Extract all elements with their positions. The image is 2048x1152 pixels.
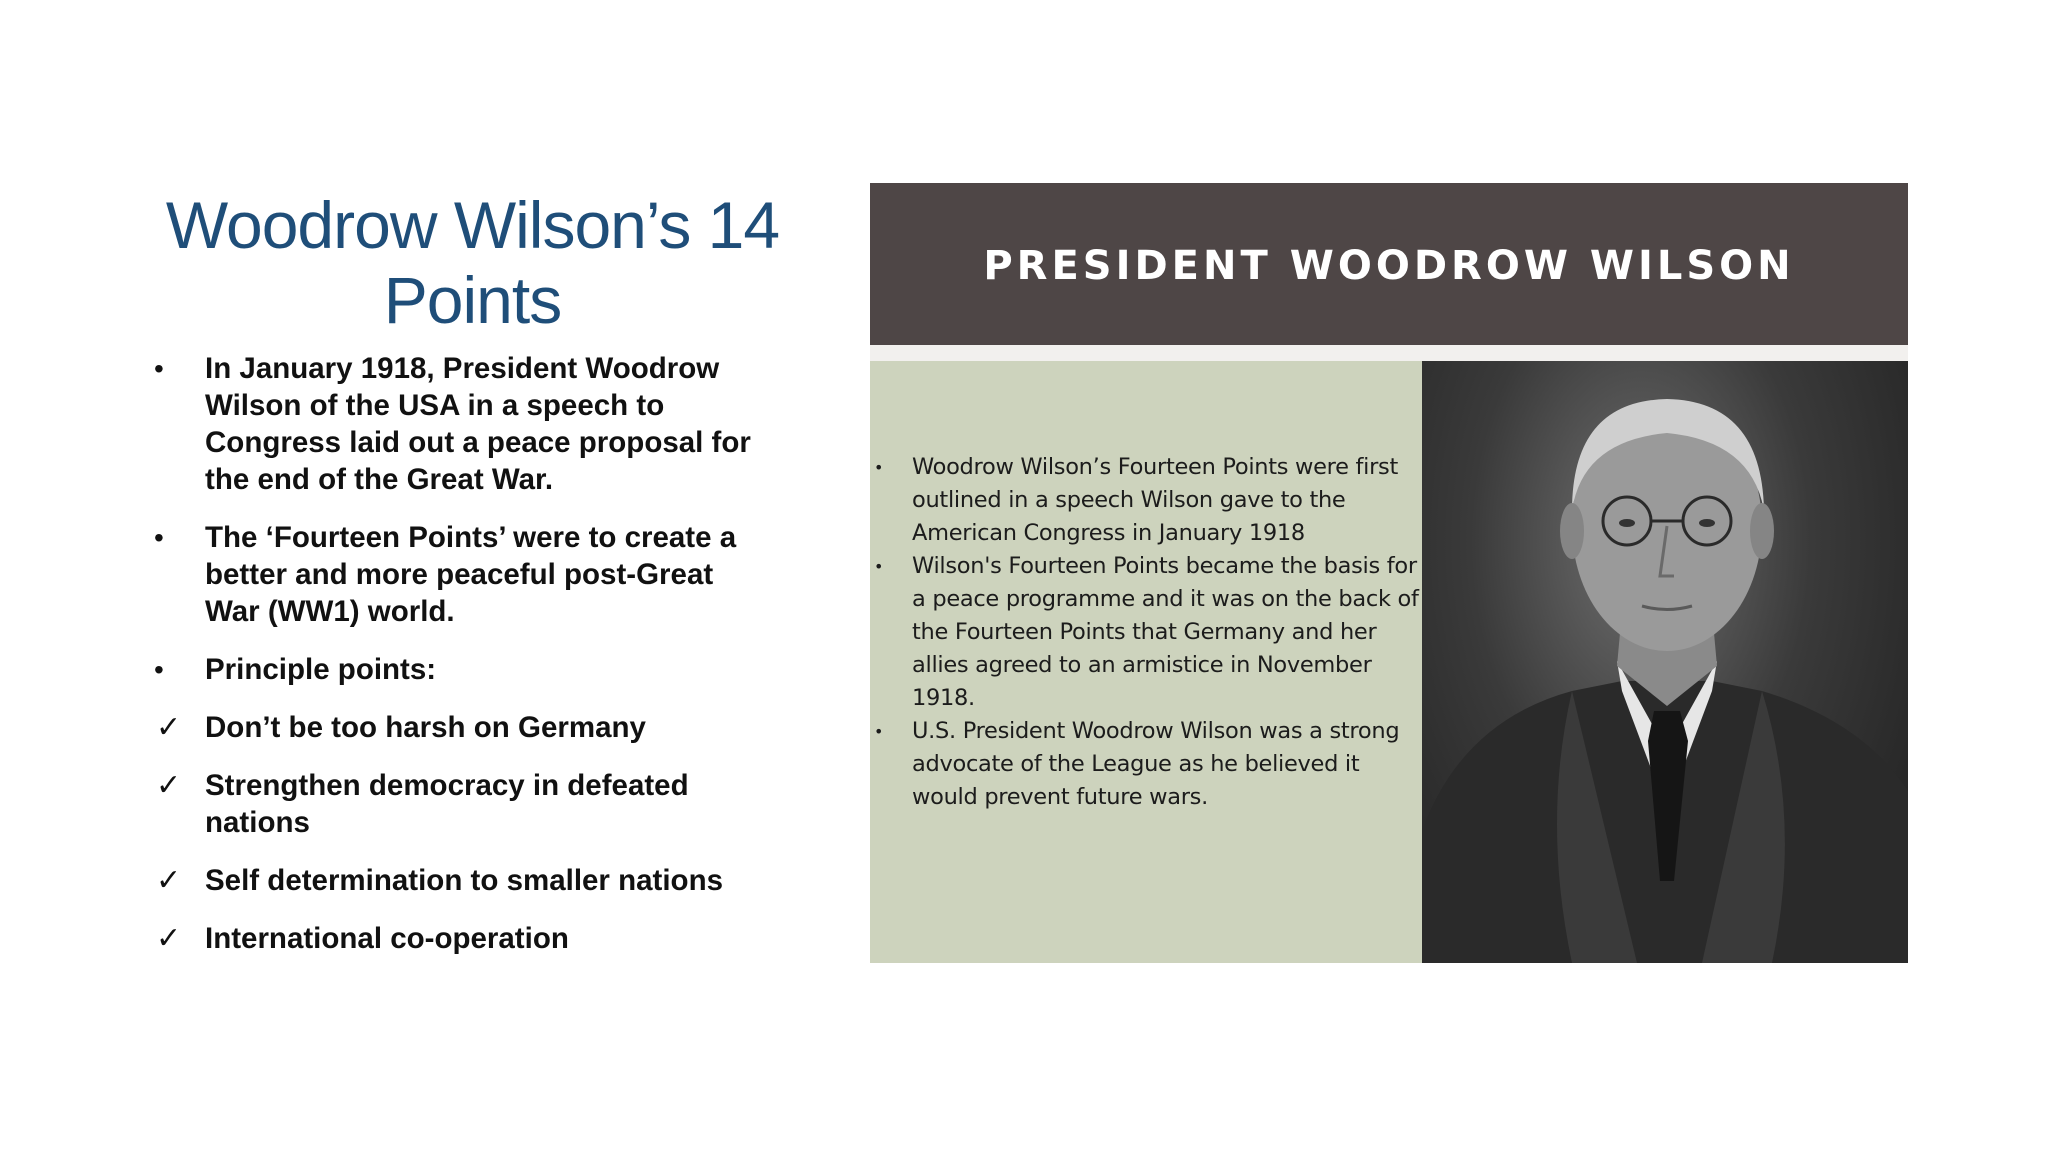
checkmark-icon: ✓: [156, 768, 182, 803]
checkmark-icon: ✓: [156, 710, 182, 745]
checkmark-icon: ✓: [156, 863, 182, 898]
bullet-icon: •: [874, 458, 884, 477]
portrait-photo: [1422, 361, 1908, 963]
panel-list-item-text: Woodrow Wilson’s Fourteen Points were first outlined in a speech Wilson gave to the American Congress in January 1918: [912, 454, 1398, 546]
list-item: [150, 350, 770, 498]
list-item: [150, 709, 770, 746]
list-item-text: Self determination to smaller nations: [205, 864, 723, 897]
list-item-text: Don’t be too harsh on Germany: [205, 711, 646, 744]
list-item: [150, 519, 770, 630]
portrait-illustration: [1422, 361, 1908, 963]
image-panel: [870, 183, 1908, 963]
panel-header: [870, 183, 1908, 345]
panel-list-item: [874, 550, 1419, 715]
panel-bullet-list: [874, 451, 1419, 814]
panel-list-item-text: Wilson's Fourteen Points became the basis for a peace programme and it was on the back of the Fourteen Points that Germany and her allies agreed to an armistice in November 1918.: [912, 553, 1419, 711]
list-item: [150, 862, 770, 899]
panel-list-item-text: U.S. President Woodrow Wilson was a strong advocate of the League as he believed it would prevent future wars.: [912, 718, 1400, 810]
list-item-text: The ‘Fourteen Points’ were to create a better and more peaceful post-Great War (WW1) world.: [205, 521, 737, 628]
list-item: [150, 651, 770, 688]
list-item-text: Principle points:: [205, 653, 437, 686]
checkmark-icon: ✓: [156, 921, 182, 956]
bullet-icon: •: [154, 522, 164, 553]
panel-list-item: [874, 451, 1419, 550]
bullet-list: [150, 350, 770, 978]
list-item-text: In January 1918, President Woodrow Wilson of the USA in a speech to Congress laid out a peace proposal for the end of the Great War.: [205, 352, 751, 496]
bullet-icon: •: [874, 557, 884, 576]
slide-title: Woodrow Wilson’s 14 Points: [165, 188, 780, 337]
list-item-text: Strengthen democracy in defeated nations: [205, 769, 689, 839]
panel-header-title: PRESIDENT WOODROW WILSON: [983, 243, 1795, 289]
list-item: [150, 920, 770, 957]
bullet-icon: •: [154, 654, 164, 685]
bullet-icon: •: [154, 353, 164, 384]
list-item-text: International co-operation: [205, 922, 569, 955]
bullet-icon: •: [874, 722, 884, 741]
list-item: [150, 767, 770, 841]
panel-list-item: [874, 715, 1419, 814]
